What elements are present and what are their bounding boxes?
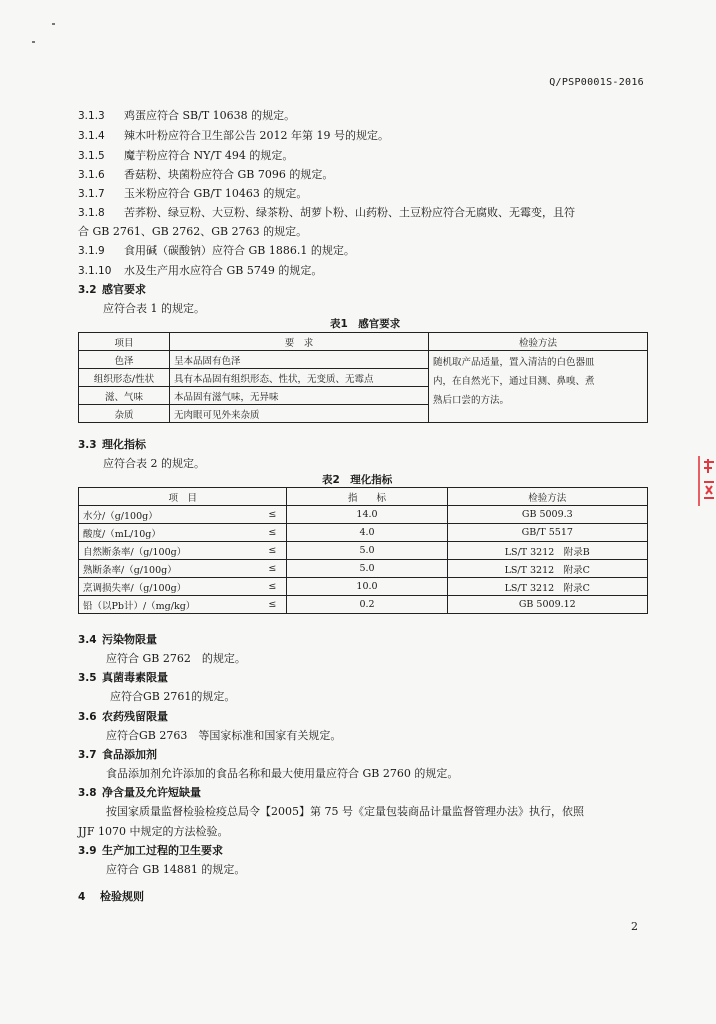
clause-3-1-8: 3.1.8 苦荞粉、绿豆粉、大豆粉、绿茶粉、胡萝卜粉、山药粉、土豆粉应符合无腐败、无霉变，且符 — [78, 206, 575, 219]
section-4-heading: 4 检验规则 — [78, 890, 144, 903]
table-row: 滋、气味 本品固有滋气味，无异味 — [79, 387, 648, 405]
column-header-requirement: 要 求 — [170, 333, 429, 351]
section-3-4-body: 应符合 GB 2762 的规定。 — [106, 652, 246, 665]
section-3-5-body: 应符合GB 2761的规定。 — [110, 690, 236, 703]
inspection-method-cell: 随机取产品适量，置入清洁的白色器皿 内，在自然光下，通过目测、鼻嗅、煮 熟后口尝的方法。 — [429, 351, 648, 423]
sensory-table — [78, 332, 648, 423]
section-3-9-heading: 3.9 生产加工过程的卫生要求 — [78, 844, 223, 857]
section-3-2-body: 应符合表 1 的规定。 — [103, 302, 205, 315]
table-header-row — [79, 488, 648, 506]
section-3-5-heading: 3.5 真菌毒素限量 — [78, 671, 168, 684]
column-header-item: 项 目 — [79, 488, 287, 506]
table-2-caption: 表2 理化指标 — [322, 474, 393, 486]
table-row: 熟断条率/（g/100g） ≤ 5.0 LS/T 3212 附录C — [79, 560, 648, 578]
clause-3-1-4: 3.1.4 辣木叶粉应符合卫生部公告 2012 年第 19 号的规定。 — [78, 129, 389, 142]
section-3-8-heading: 3.8 净含量及允许短缺量 — [78, 786, 201, 799]
section-3-6-heading: 3.6 农药残留限量 — [78, 710, 168, 723]
clause-3-1-10: 3.1.10 水及生产用水应符合 GB 5749 的规定。 — [78, 264, 323, 277]
table-row: 铅（以Pb计）/（mg/kg） ≤ 0.2 GB 5009.12 — [79, 596, 648, 614]
table-row: 自然断条率/（g/100g） ≤ 5.0 LS/T 3212 附录B — [79, 542, 648, 560]
column-header-item: 项目 — [79, 333, 170, 351]
column-header-method: 检验方法 — [447, 488, 647, 506]
red-seal-stamp-edge — [694, 456, 716, 506]
column-header-method: 检验方法 — [429, 333, 648, 351]
table-1-caption: 表1 感官要求 — [330, 318, 401, 330]
clause-3-1-3: 3.1.3 鸡蛋应符合 SB/T 10638 的规定。 — [78, 109, 296, 122]
table-row: 组织形态/性状 具有本品固有组织形态、性状，无变质、无霉点 — [79, 369, 648, 387]
clause-3-1-5: 3.1.5 魔芋粉应符合 NY/T 494 的规定。 — [78, 149, 294, 162]
clause-3-1-6: 3.1.6 香菇粉、块菌粉应符合 GB 7096 的规定。 — [78, 168, 334, 181]
section-3-3-heading: 3.3 理化指标 — [78, 438, 146, 451]
table-row: 杂质 无肉眼可见外来杂质 — [79, 405, 648, 423]
section-3-7-body: 食品添加剂允许添加的食品名称和最大使用量应符合 GB 2760 的规定。 — [106, 767, 459, 780]
physicochemical-table — [78, 487, 648, 614]
clause-3-1-9: 3.1.9 食用碱（碳酸钠）应符合 GB 1886.1 的规定。 — [78, 244, 355, 257]
column-header-index: 指 标 — [287, 488, 447, 506]
section-3-8-body: 按国家质量监督检验检疫总局令【2005】第 75 号《定量包装商品计量监督管理办法》执行，依照 — [106, 805, 584, 818]
page-number: 2 — [631, 920, 638, 933]
section-3-2-heading: 3.2 感官要求 — [78, 283, 146, 296]
document-code: Q/PSP0001S-2016 — [549, 77, 644, 88]
table-row: 色泽 呈本品固有色泽 随机取产品适量，置入清洁的白色器皿 内，在自然光下，通过目测、鼻嗅、煮 熟后口尝的方法。 — [79, 351, 648, 369]
section-3-4-heading: 3.4 污染物限量 — [78, 633, 157, 646]
table-row: 酸度/（mL/10g） ≤ 4.0 GB/T 5517 — [79, 524, 648, 542]
section-3-3-body: 应符合表 2 的规定。 — [103, 457, 205, 470]
clause-3-1-7: 3.1.7 玉米粉应符合 GB/T 10463 的规定。 — [78, 187, 308, 200]
section-3-8-body-continued: JJF 1070 中规定的方法检验。 — [78, 825, 229, 838]
table-header-row — [79, 333, 648, 351]
section-3-7-heading: 3.7 食品添加剂 — [78, 748, 157, 761]
table-row: 烹调损失率/（g/100g） ≤ 10.0 LS/T 3212 附录C — [79, 578, 648, 596]
clause-3-1-8-continued: 合 GB 2761、GB 2762、GB 2763 的规定。 — [78, 225, 308, 238]
table-row: 水分/（g/100g） ≤ 14.0 GB 5009.3 — [79, 506, 648, 524]
section-3-9-body: 应符合 GB 14881 的规定。 — [106, 863, 246, 876]
section-3-6-body: 应符合GB 2763 等国家标准和国家有关规定。 — [106, 729, 342, 742]
